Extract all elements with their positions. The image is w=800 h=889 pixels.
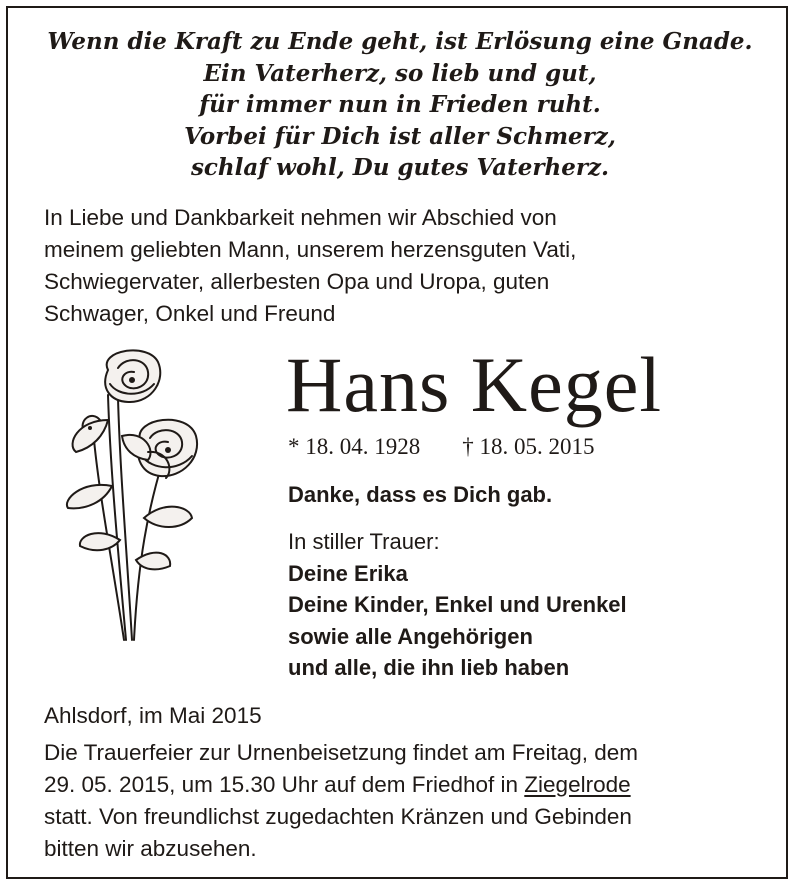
death-date: † 18. 05. 2015 <box>462 434 595 459</box>
poem-line: Wenn die Kraft zu Ende geht, ist Erlösung eine Gnade. <box>47 28 753 55</box>
funeral-details <box>44 737 769 865</box>
farewell-line: Schwiegervater, allerbesten Opa und Uropa, guten <box>44 269 550 294</box>
mourning-heading: In stiller Trauer: <box>288 529 440 554</box>
memorial-poem <box>30 26 770 184</box>
poem-line: schlaf wohl, Du gutes Vaterherz. <box>190 154 610 181</box>
funeral-line: statt. Von freundlichst zugedachten Kränzen und Gebinden <box>44 804 632 829</box>
poem-line: Vorbei für Dich ist aller Schmerz, <box>184 122 616 150</box>
thanks-line: Danke, dass es Dich gab. <box>288 482 553 507</box>
mourner-entry: sowie alle Angehörigen <box>288 623 533 649</box>
mourner-entry: Deine Erika <box>288 560 408 586</box>
farewell-line: meinem geliebten Mann, unserem herzensguten Vati, <box>44 237 577 262</box>
mourner-entry: Deine Kinder, Enkel und Urenkel <box>288 592 627 617</box>
farewell-line: Schwager, Onkel und Freund <box>44 301 336 326</box>
funeral-time: 29. 05. 2015, um 15.30 Uhr auf dem Friedhof in <box>44 772 525 797</box>
mourning-section <box>288 526 627 684</box>
funeral-line <box>44 769 769 801</box>
mourners-list <box>288 558 627 684</box>
poem-line: für immer nun in Frieden ruht. <box>199 91 601 118</box>
farewell-text <box>44 202 764 330</box>
cemetery-location: Ziegelrode <box>524 772 631 797</box>
deceased-name: Hans Kegel <box>286 341 663 428</box>
funeral-line: bitten wir abzusehen. <box>44 836 257 861</box>
birth-date: * 18. 04. 1928 <box>288 434 421 459</box>
rose-illustration-icon <box>48 340 218 680</box>
mourner-entry: und alle, die ihn lieb haben <box>288 655 570 680</box>
poem-line: Ein Vaterherz, so lieb und gut, <box>203 59 597 87</box>
funeral-line: Die Trauerfeier zur Urnenbeisetzung findet am Freitag, dem <box>44 740 639 765</box>
farewell-line: In Liebe und Dankbarkeit nehmen wir Abschied von <box>44 205 557 230</box>
life-dates <box>288 430 595 464</box>
place-and-date: Ahlsdorf, im Mai 2015 <box>44 703 262 728</box>
